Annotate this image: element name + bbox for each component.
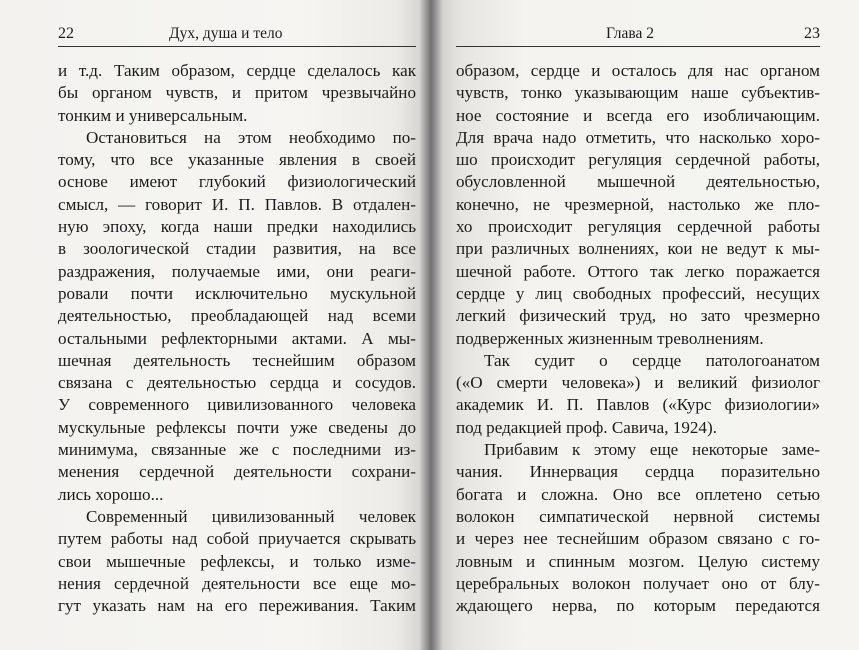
text-line: легкий физический труд, но зато чрезмерно <box>456 306 820 326</box>
text-line: конечно, не чрезмерной, настолько же пло- <box>456 194 820 214</box>
right-running-title: Глава 2 <box>606 25 655 42</box>
text-line: волокон симпатической нервной системы <box>456 506 820 526</box>
text-line: нения сердечной деятельности все еще мо- <box>58 573 416 593</box>
text-line: смысл, — говорит И. П. Павлов. В отдален- <box>58 194 416 214</box>
text-line: гут указать нам на его переживания. Таким <box>58 596 416 616</box>
text-line: Остановиться на этом необходимо по- <box>86 127 416 147</box>
text-line: Прибавим к этому еще некоторые заме- <box>484 440 820 460</box>
text-line: лись хорошо... <box>58 484 164 504</box>
text-line: в зоологической стадии развития, на все <box>58 239 416 259</box>
text-line: шечной работе. Оттого так легко поражается <box>456 261 820 281</box>
text-line: под редакцией проф. Савича, 1924). <box>456 417 717 437</box>
text-line: остальными рефлекторными актами. А мы- <box>58 328 416 348</box>
text-line: ную эпоху, когда наши предки находились <box>58 217 416 237</box>
text-line: и т.д. Таким образом, сердце сделалось как <box>58 61 416 80</box>
text-line: Для врача надо отметить, что насколько хоро- <box>456 127 820 147</box>
text-line: чания. Иннервация сердца поразительно <box>456 462 820 482</box>
text-line: («О смерти человека») и великий физиолог <box>456 373 820 393</box>
text-line: путем работы над собой приучается скрывать <box>58 529 416 549</box>
text-line: ное состояние и всегда его изобличающим. <box>456 105 820 125</box>
text-line: Так судит о сердце патологоанатом <box>484 350 820 370</box>
text-line: шо происходит регуляция сердечной работы, <box>456 150 820 170</box>
left-page-header <box>58 25 416 47</box>
text-line: раздражения, получаемые ими, они реаги- <box>58 261 416 281</box>
text-line: обусловленной мышечной деятельностью, <box>456 172 820 192</box>
right-body-text <box>456 60 820 617</box>
text-line: свои мышечные рефлексы, и только изме- <box>58 551 416 571</box>
text-line: подверженных жизненным треволнениям. <box>456 328 764 348</box>
text-line: богата и сложна. Оно все оплетено сетью <box>456 484 820 504</box>
text-line: тонким и универсальным. <box>58 105 248 125</box>
text-line: чувств, тонко указывающим наше субъектив- <box>456 83 820 103</box>
book-gutter-shadow <box>419 0 443 650</box>
left-page-number: 22 <box>58 25 74 42</box>
right-page-header <box>456 25 820 47</box>
text-line: бы органом чувств, и притом чрезвычайно <box>58 83 416 103</box>
text-line: церебральных волокон получает оно от блу- <box>456 573 820 593</box>
right-header-rule <box>456 46 820 47</box>
text-line: менения сердечной деятельности сохрани- <box>58 462 416 482</box>
text-line: мускульные рефлексы почти уже сведены до <box>58 417 416 437</box>
text-line: и через нее теснейшим образом связано с го- <box>456 529 820 549</box>
left-running-title: Дух, душа и тело <box>169 25 283 42</box>
text-line: основе имеют глубокий физиологический <box>58 172 416 192</box>
text-line: минимума, связанные же с последними из- <box>58 440 416 460</box>
text-line: ровали почти исключительно мускульной <box>58 283 416 303</box>
text-line: сердце у лиц свободных профессий, несущих <box>456 283 820 303</box>
text-line: У современного цивилизованного человека <box>58 395 416 415</box>
text-line: Современный цивилизованный человек <box>86 506 416 526</box>
text-line: ждающего нерва, по которым передаются <box>456 596 820 616</box>
right-page <box>430 0 859 650</box>
text-line: академик И. П. Павлов («Курс физиологии» <box>456 395 820 415</box>
text-line: связана с деятельностью сердца и сосудов. <box>58 373 416 393</box>
right-page-number: 23 <box>804 25 820 42</box>
left-header-rule <box>58 46 416 47</box>
text-line: деятельностью, преобладающей над всеми <box>58 306 416 326</box>
text-line: при различных волнениях, кои не ведут к мы- <box>456 239 820 259</box>
text-line: тому, что все указанные явления в своей <box>58 150 416 170</box>
text-line: шечная деятельность теснейшим образом <box>58 350 416 370</box>
text-line: ловным и спинным мозгом. Целую систему <box>456 551 820 571</box>
text-line: образом, сердце и осталось для нас органом <box>456 61 820 80</box>
text-line: хо происходит регуляция сердечной работы <box>456 217 820 237</box>
left-body-text <box>58 60 416 617</box>
